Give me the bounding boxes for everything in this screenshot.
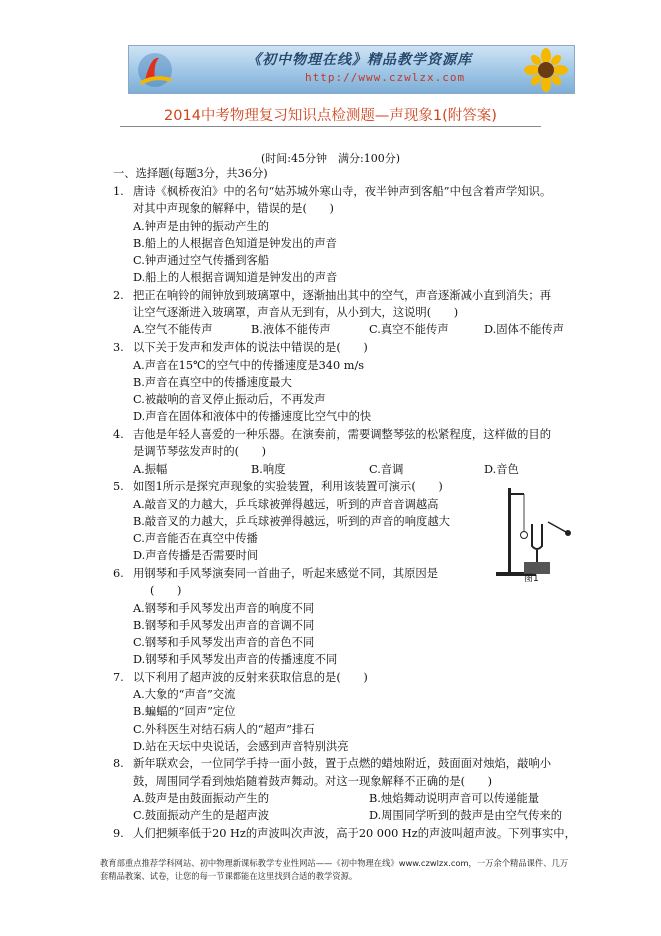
question-stem: ( ) [150,584,182,597]
question-number: 6. [113,567,124,580]
option: D.声音传播是否需要时间 [133,549,259,562]
site-logo-icon [135,50,175,90]
document-title: 2014中考物理复习知识点检测题—声现象1(附答案) [164,108,497,124]
option: D.钢琴和手风琴发出声音的传播速度不同 [133,653,338,666]
header-banner [128,45,575,94]
section-heading: 一、选择题(每题3分，共36分) [113,167,268,180]
option: D.船上的人根据音调知道是钟发出的声音 [133,271,338,284]
option: B.钢琴和手风琴发出声音的音调不同 [133,619,315,632]
question-stem: 如图1所示是探究声现象的实验装置，利用该装置可演示( ) [133,480,443,493]
option: A.大象的“声音”交流 [133,688,236,701]
option: A.空气不能传声 [133,323,213,336]
question-number: 8. [113,757,124,770]
question-number: 7. [113,671,124,684]
question-stem: 以下关于发声和发声体的说法中错误的是( ) [133,341,368,354]
option: B.声音在真空中的传播速度最大 [133,376,292,389]
option: C.鼓面振动产生的是超声波 [133,809,270,822]
question-stem: 新年联欢会，一位同学手持一面小鼓，置于点燃的蜡烛附近，鼓面面对烛焰，敲响小 [133,757,551,770]
option: A.钟声是由钟的振动产生的 [133,220,270,233]
banner-title: 《初中物理在线》精品教学资源库 [247,52,472,68]
option: D.声音在固体和液体中的传播速度比空气中的快 [133,410,372,423]
option: B.液体不能传声 [251,323,331,336]
option: C.声音能否在真空中传播 [133,532,258,545]
option: A.敲音叉的力越大，乒乓球被弹得越远，听到的声音音调越高 [133,498,439,511]
time-info: (时间:45分钟 满分:100分) [261,152,400,165]
option: C.音调 [369,463,404,476]
tuning-fork-apparatus-figure [490,484,580,579]
question-number: 4. [113,428,124,441]
option: B.敲音叉的力越大，乒乓球被弹得越远，听到的声音的响度越大 [133,515,450,528]
option: C.被敲响的音叉停止振动后，不再发声 [133,393,326,406]
question-stem: 是调节琴弦发声时的( ) [133,445,267,458]
question-stem: 鼓，周围同学看到烛焰随着鼓声舞动。对这一现象解释不正确的是( ) [133,775,493,788]
question-number: 1. [113,185,124,198]
option: A.振幅 [133,463,168,476]
option: A.声音在15℃的空气中的传播速度是340 m/s [133,359,365,372]
page-footer: 教育部重点推荐学科网站、初中物理新课标教学专业性网站——《初中物理在线》www.czwlzx.com，一万余个精品课件、几万套精品教案、试卷，让您的每一节课都能在这里找到合适的教学资源。 [100,858,569,881]
banner-url[interactable]: http://www.czwlzx.com [305,71,466,84]
question-number: 3. [113,341,124,354]
title-divider [120,126,541,127]
option: C.钢琴和手风琴发出声音的音色不同 [133,636,315,649]
option: B.船上的人根据音色知道是钟发出的声音 [133,237,337,250]
question-number: 9. [113,827,124,840]
option: C.外科医生对结石病人的“超声”排石 [133,723,315,736]
question-stem: 吉他是年轻人喜爱的一种乐器。在演奏前，需要调整琴弦的松紧程度，这样做的目的 [133,428,551,441]
figure-caption: 图1 [524,574,539,584]
question-stem: 把正在响铃的闹钟放到玻璃罩中，逐渐抽出其中的空气，声音逐渐减小直到消失；再 [133,289,551,302]
option: B.响度 [251,463,286,476]
question-number: 2. [113,289,124,302]
option: A.钢琴和手风琴发出声音的响度不同 [133,602,315,615]
option: D.音色 [484,463,519,476]
question-stem: 唐诗《枫桥夜泊》中的名句“姑苏城外寒山寺，夜半钟声到客船”中包含着声学知识。 [133,185,552,198]
option: D.固体不能传声 [484,323,565,336]
option: B.烛焰舞动说明声音可以传递能量 [369,792,540,805]
option: C.钟声通过空气传播到客船 [133,254,270,267]
question-stem: 用钢琴和手风琴演奏同一首曲子，听起来感觉不同，其原因是 [133,567,439,580]
option: C.真空不能传声 [369,323,449,336]
option: A.鼓声是由鼓面振动产生的 [133,792,270,805]
sunflower-icon [508,48,568,92]
question-number: 5. [113,480,124,493]
option: D.站在天坛中央说话，会感到声音特别洪亮 [133,740,349,753]
question-stem: 让空气逐渐进入玻璃罩，声音从无到有，从小到大，这说明( ) [133,306,459,319]
question-stem: 对其中声现象的解释中，错误的是( ) [133,202,334,215]
option: B.蝙蝠的“回声”定位 [133,705,236,718]
question-stem: 以下利用了超声波的反射来获取信息的是( ) [133,671,368,684]
question-stem: 人们把频率低于20 Hz的声波叫次声波，高于20 000 Hz的声波叫超声波。下列事实中， [133,827,576,840]
option: D.周围同学听到的鼓声是由空气传来的 [369,809,562,822]
